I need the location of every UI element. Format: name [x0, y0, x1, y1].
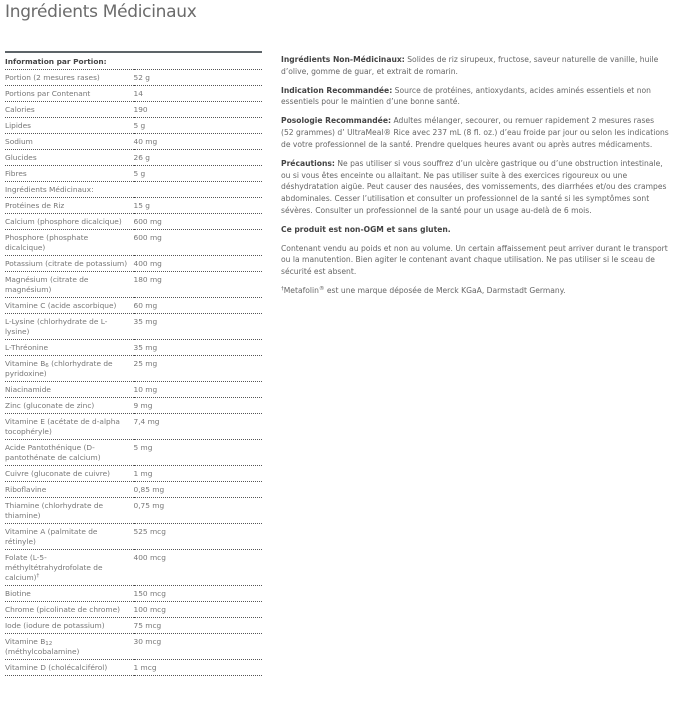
trademark-text: est une marque déposée de Merck KGaA, Darmstadt Germany.	[324, 286, 566, 296]
nutrient-name: Iode (iodure de potassium)	[5, 618, 134, 634]
nutrition-table	[5, 51, 262, 676]
nutrient-name: Glucides	[5, 150, 134, 166]
table-row	[5, 466, 262, 482]
nutrient-name: Vitamine C (acide ascorbique)	[5, 298, 134, 314]
nutrient-name-text: Folate (L-5-méthyltétrahydrofolate de calcium)	[5, 553, 103, 582]
nutrient-subscript: 6	[45, 363, 49, 369]
non-medicinal-text: Solides de riz sirupeux, fructose, saveur naturelle de vanille, huile d’olive, gomme de guar, et extrait de romarin.	[281, 55, 659, 76]
nutrient-amount: 5 g	[134, 118, 263, 134]
nutrient-amount	[134, 182, 263, 198]
nutrient-amount: 75 mcg	[134, 618, 263, 634]
gmo-statement-text: Ce produit est non-OGM et sans gluten.	[281, 224, 451, 234]
table-row	[5, 214, 262, 230]
nutrient-amount: 7,4 mg	[134, 414, 263, 440]
table-header: Information par Portion:	[5, 53, 262, 70]
nutrient-name: Potassium (citrate de potassium)	[5, 256, 134, 272]
trademark-name: Metafolin	[283, 286, 319, 296]
table-row	[5, 398, 262, 414]
table-row	[5, 482, 262, 498]
nutrient-name: Protéines de Riz	[5, 198, 134, 214]
nutrient-amount: 0,75 mg	[134, 498, 263, 524]
nutrient-name	[5, 550, 134, 586]
nutrient-name: Fibres	[5, 166, 134, 182]
nutrient-name: Cuivre (gluconate de cuivre)	[5, 466, 134, 482]
nutrient-name: Vitamine E (acétate de d-alpha tocophéryle)	[5, 414, 134, 440]
nutrient-name: Chrome (picolinate de chrome)	[5, 602, 134, 618]
table-header-row	[5, 53, 262, 70]
nutrient-name-text: Vitamine B	[5, 359, 46, 368]
trademark-note	[281, 285, 669, 297]
recommended-dose-text: Adultes mélanger, secourer, ou remuer rapidement 2 mesures rases (52 grammes) d’ UltraMeal® Rice avec 237 mL (8 fl. oz.) d’eau froide par jour ou selon les indications de votre professionnel de la santé. Prendre quelques heures avant ou après autres médicaments.	[281, 116, 669, 149]
nutrient-amount: 52 g	[134, 70, 263, 86]
nutrient-superscript: †	[36, 573, 40, 579]
non-medicinal-label: Ingrédients Non-Médicinaux:	[281, 55, 405, 64]
nutrient-subscript: 12	[45, 641, 53, 647]
nutrient-amount: 400 mcg	[134, 550, 263, 586]
gmo-statement	[281, 224, 669, 236]
nutrient-name-text: (méthylcobalamine)	[5, 647, 80, 656]
non-medicinal-ingredients	[281, 54, 669, 77]
nutrient-name: Portion (2 mesures rases)	[5, 70, 134, 86]
nutrient-name: Biotine	[5, 586, 134, 602]
nutrient-amount: 40 mg	[134, 134, 263, 150]
table-row	[5, 102, 262, 118]
nutrient-amount: 525 mcg	[134, 524, 263, 550]
table-row	[5, 150, 262, 166]
page-title: Ingrédients Médicinaux	[5, 2, 197, 22]
table-row	[5, 550, 262, 586]
dagger-mark: †	[281, 286, 284, 293]
nutrient-amount: 15 g	[134, 198, 263, 214]
nutrient-amount: 0,85 mg	[134, 482, 263, 498]
nutrient-name-text: Vitamine B	[5, 637, 46, 646]
nutrient-amount: 150 mcg	[134, 586, 263, 602]
nutrient-name: Phosphore (phosphate dicalcique)	[5, 230, 134, 256]
nutrient-amount: 26 g	[134, 150, 263, 166]
table-row	[5, 356, 262, 382]
nutrient-name: Riboflavine	[5, 482, 134, 498]
nutrient-name: Lipides	[5, 118, 134, 134]
nutrient-name: Sodium	[5, 134, 134, 150]
recommended-use-label: Indication Recommandée:	[281, 85, 393, 95]
nutrient-amount: 30 mcg	[134, 634, 263, 660]
nutrient-amount: 1 mg	[134, 466, 263, 482]
registered-mark: ®	[318, 286, 325, 293]
nutrient-name: L-Lysine (chlorhydrate de L-lysine)	[5, 314, 134, 340]
nutrient-amount: 190	[134, 102, 263, 118]
table-row	[5, 340, 262, 356]
nutrient-amount: 400 mg	[134, 256, 263, 272]
nutrient-name	[5, 634, 134, 660]
nutrient-name	[5, 356, 134, 382]
nutrient-name: Acide Pantothénique (D-pantothénate de calcium)	[5, 440, 134, 466]
table-row	[5, 498, 262, 524]
nutrient-name: Calcium (phosphore dicalcique)	[5, 214, 134, 230]
nutrient-amount: 180 mg	[134, 272, 263, 298]
table-row	[5, 634, 262, 660]
cautions-label: Précautions:	[281, 158, 335, 168]
nutrient-name: Thiamine (chlorhydrate de thiamine)	[5, 498, 134, 524]
product-info	[281, 54, 669, 304]
nutrient-amount: 25 mg	[134, 356, 263, 382]
cautions-text: Ne pas utiliser si vous souffrez d’un ulcère gastrique ou d’une obstruction intestinale, ou si vous êtes enceinte ou allaitant. Ne pas utiliser suite à des exercices rigoureux ou une déshydratation aigüe. Peut causer des nausées, des vomissements, des diarrhées et/ou des crampes abdominales. Cesser l’utilisation et consulter un professionnel de la santé si les symptômes sont sévères. Consulter un professionnel de la santé pour un usage au-delà de 6 mois.	[281, 158, 667, 215]
nutrient-amount: 100 mcg	[134, 602, 263, 618]
nutrient-name: Niacinamide	[5, 382, 134, 398]
nutrient-name: Calories	[5, 102, 134, 118]
table-row	[5, 382, 262, 398]
table-row	[5, 440, 262, 466]
table-row	[5, 230, 262, 256]
nutrient-name: Vitamine D (cholécalciférol)	[5, 660, 134, 676]
nutrient-amount: 35 mg	[134, 340, 263, 356]
nutrient-amount: 14	[134, 86, 263, 102]
table-row	[5, 256, 262, 272]
table-row	[5, 166, 262, 182]
container-note: Contenant vendu au poids et non au volume. Un certain affaissement peut arriver durant le transport ou la manutention. Bien agiter le contenant avant chaque utilisation. Ne pas utiliser si le sceau de sécurité est absent.	[281, 243, 668, 277]
table-row	[5, 134, 262, 150]
recommended-dose-label: Posologie Recommandée:	[281, 116, 392, 126]
table-row	[5, 298, 262, 314]
recommended-use	[281, 85, 669, 108]
table-row	[5, 618, 262, 634]
table-row	[5, 602, 262, 618]
nutrient-name: Zinc (gluconate de zinc)	[5, 398, 134, 414]
table-row	[5, 586, 262, 602]
nutrient-amount: 5 mg	[134, 440, 263, 466]
table-row	[5, 86, 262, 102]
table-row	[5, 272, 262, 298]
cautions	[281, 158, 669, 217]
nutrient-name: Portions par Contenant	[5, 86, 134, 102]
nutrient-amount: 5 g	[134, 166, 263, 182]
nutrient-name: Ingrédients Médicinaux:	[5, 182, 134, 198]
recommended-dose	[281, 115, 669, 150]
table-row	[5, 414, 262, 440]
nutrient-name: L-Thréonine	[5, 340, 134, 356]
nutrient-name: Magnésium (citrate de magnésium)	[5, 272, 134, 298]
nutrient-name: Vitamine A (palmitate de rétinyle)	[5, 524, 134, 550]
nutrient-amount: 35 mg	[134, 314, 263, 340]
nutrient-name-text: (chlorhydrate de pyridoxine)	[5, 359, 113, 378]
table-row	[5, 182, 262, 198]
recommended-use-text: Source de protéines, antioxydants, acides aminés essentiels et non essentiels pour le maintien d’une bonne santé.	[281, 85, 651, 107]
nutrient-amount: 600 mg	[134, 214, 263, 230]
nutrient-amount: 1 mcg	[134, 660, 263, 676]
table-row	[5, 70, 262, 86]
table-row	[5, 524, 262, 550]
nutrient-amount: 60 mg	[134, 298, 263, 314]
table-row	[5, 198, 262, 214]
nutrient-amount: 600 mg	[134, 230, 263, 256]
table-row	[5, 314, 262, 340]
table-row	[5, 660, 262, 676]
table-row	[5, 118, 262, 134]
nutrient-amount: 10 mg	[134, 382, 263, 398]
nutrient-amount: 9 mg	[134, 398, 263, 414]
